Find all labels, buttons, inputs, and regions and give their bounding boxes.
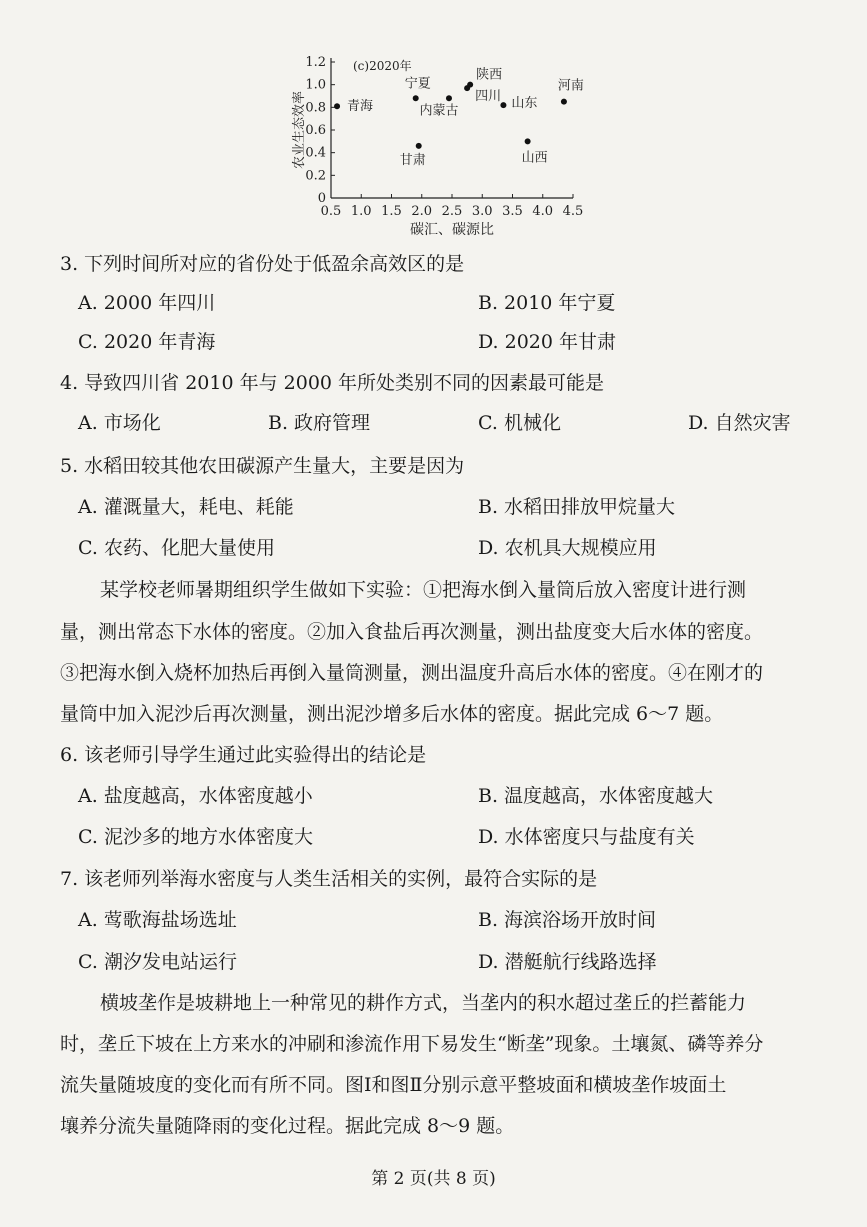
data-point: [416, 143, 422, 149]
question-7-option-b: B. 海滨浴场开放时间: [478, 909, 657, 931]
data-point-label: 内蒙古: [419, 103, 459, 119]
question-4-option-c: C. 机械化: [478, 412, 561, 434]
question-4-stem: 4. 导致四川省 2010 年与 2000 年所处类别不同的因素最可能是: [60, 372, 605, 394]
chart-title: (c)2020年: [353, 59, 412, 73]
y-tick-label: 1.0: [305, 77, 326, 93]
x-tick-label: 1.0: [350, 204, 372, 219]
question-5-option-c: C. 农药、化肥大量使用: [78, 537, 275, 559]
question-7-option-d: D. 潜艇航行线路选择: [478, 951, 657, 973]
data-point-label: 宁夏: [404, 76, 431, 92]
question-4-option-d: D. 自然灾害: [688, 412, 791, 434]
passage-2-line-1: 横坡垄作是坡耕地上一种常见的耕作方式，当垄内的积水超过垄丘的拦蓄能力: [100, 992, 747, 1014]
question-4-option-a: A. 市场化: [78, 412, 161, 434]
page-footer: 第 2 页(共 8 页): [371, 1169, 496, 1189]
y-tick-label: 0.4: [305, 145, 326, 161]
y-tick-label: 0.8: [305, 100, 326, 116]
question-5-option-a: A. 灌溉量大，耗电、耗能: [78, 496, 294, 518]
x-tick-label: 2.5: [441, 204, 463, 219]
y-axis-label: 农业生态效率: [292, 90, 307, 170]
question-5-option-d: D. 农机具大规模应用: [478, 537, 657, 559]
data-point: [464, 85, 470, 91]
x-tick-label: 4.0: [532, 204, 554, 219]
question-3-option-d: D. 2020 年甘肃: [478, 331, 617, 353]
question-3-option-b: B. 2010 年宁夏: [478, 292, 616, 314]
question-3-option-a: A. 2000 年四川: [78, 292, 216, 314]
data-point-label: 山东: [511, 96, 538, 112]
data-point-label: 青海: [347, 99, 374, 115]
question-6-option-c: C. 泥沙多的地方水体密度大: [78, 826, 313, 848]
y-tick-label: 0: [317, 191, 326, 206]
question-6-stem: 6. 该老师引导学生通过此实验得出的结论是: [60, 744, 427, 766]
y-tick-label: 0.6: [305, 123, 326, 138]
passage-2-line-3: 流失量随坡度的变化而有所不同。图Ⅰ和图Ⅱ分别示意平整坡面和横坡垄作坡面土: [60, 1074, 727, 1096]
question-5-option-b: B. 水稻田排放甲烷量大: [478, 496, 676, 518]
data-point: [334, 103, 340, 109]
scatter-chart-svg: [283, 52, 603, 242]
data-point: [446, 95, 452, 101]
data-point-label: 陕西: [476, 67, 503, 83]
question-3-option-c: C. 2020 年青海: [78, 331, 216, 353]
data-point: [525, 138, 531, 144]
y-tick-label: 1.2: [305, 55, 326, 70]
x-tick-label: 1.5: [381, 204, 402, 219]
question-7-option-a: A. 莺歌海盐场选址: [78, 909, 237, 931]
data-point: [561, 99, 567, 105]
question-3-stem: 3. 下列时间所对应的省份处于低盈余高效区的是: [60, 253, 465, 275]
question-6-option-d: D. 水体密度只与盐度有关: [478, 826, 695, 848]
passage-1-line-4: 量筒中加入泥沙后再次测量，测出泥沙增多后水体的密度。据此完成 6～7 题。: [60, 703, 724, 725]
passage-1-line-3: ③把海水倒入烧杯加热后再倒入量筒测量，测出温度升高后水体的密度。④在刚才的: [60, 662, 764, 684]
data-point-label: 四川: [475, 89, 502, 105]
x-tick-label: 2.0: [411, 204, 433, 219]
data-point-label: 甘肃: [399, 152, 426, 168]
scatter-chart: [283, 52, 603, 242]
data-point-label: 河南: [557, 78, 584, 94]
passage-2-line-4: 壤养分流失量随降雨的变化过程。据此完成 8～9 题。: [60, 1115, 515, 1137]
question-6-option-b: B. 温度越高，水体密度越大: [478, 785, 714, 807]
data-point: [413, 95, 419, 101]
passage-2-line-2: 时，垄丘下坡在上方来水的冲刷和渗流作用下易发生“断垄”现象。土壤氮、磷等养分: [60, 1033, 764, 1055]
data-point-label: 山西: [521, 150, 548, 166]
passage-1-line-2: 量，测出常态下水体的密度。②加入食盐后再次测量，测出盐度变大后水体的密度。: [60, 621, 764, 643]
x-tick-label: 4.5: [562, 204, 584, 219]
y-tick-label: 0.2: [305, 168, 326, 184]
data-point: [500, 102, 506, 108]
question-4-option-b: B. 政府管理: [268, 412, 371, 434]
passage-1-line-1: 某学校老师暑期组织学生做如下实验：①把海水倒入量筒后放入密度计进行测: [100, 579, 747, 601]
x-axis-label: 碳汇、碳源比: [410, 222, 494, 238]
question-6-option-a: A. 盐度越高，水体密度越小: [78, 785, 313, 807]
x-tick-label: 3.0: [471, 204, 493, 219]
question-7-option-c: C. 潮汐发电站运行: [78, 951, 237, 973]
question-7-stem: 7. 该老师列举海水密度与人类生活相关的实例，最符合实际的是: [60, 868, 598, 890]
x-tick-label: 0.5: [320, 204, 342, 219]
x-tick-label: 3.5: [502, 204, 523, 219]
question-5-stem: 5. 水稻田较其他农田碳源产生量大，主要是因为: [60, 455, 465, 477]
